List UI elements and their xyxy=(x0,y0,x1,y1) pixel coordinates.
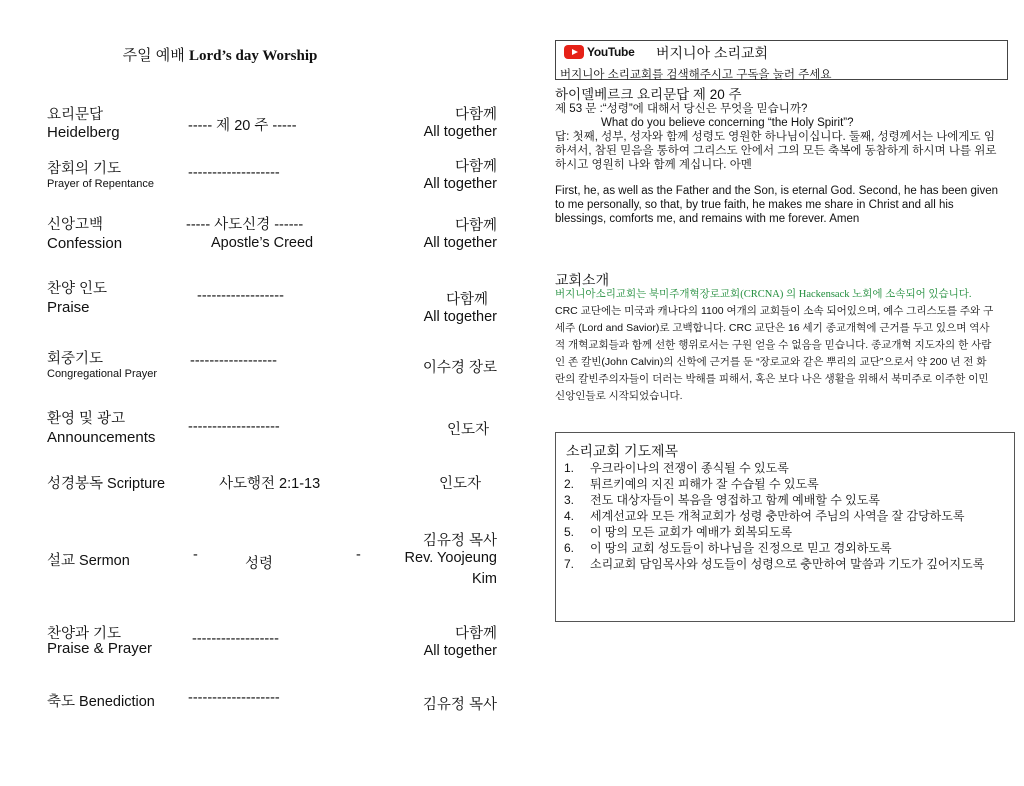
order-mid: ------------------- xyxy=(188,690,280,706)
order-leader: 인도자 xyxy=(446,422,489,438)
youtube-channel-name: 버지니아 소리교회 xyxy=(656,45,769,61)
list-number: 2. xyxy=(564,477,575,491)
prayer-list xyxy=(564,460,994,572)
order-mid: 성령 xyxy=(245,556,274,572)
order-leader: 김유정 목사 xyxy=(422,697,497,713)
order-leader: 인도자 xyxy=(438,476,481,492)
order-leader-en: All together xyxy=(423,235,497,251)
order-label-ko: 찬양과 기도 xyxy=(47,626,122,642)
list-number: 5. xyxy=(564,525,575,539)
answer-ko: 답: 첫째, 성부, 성자와 함께 성령도 영원한 하나님이십니다. 둘째, 성령께서는 나에게도 임하셔서, 참된 믿음을 통하여 그리스도 안에서 그의 모든 축복에 동참하게 하시며 나를 위로하시고 영원히 나와 함께 계십니다. 아멘 xyxy=(555,131,997,171)
order-label-ko: 축도 Benediction xyxy=(47,694,155,710)
list-number: 1. xyxy=(564,461,575,475)
order-label-ko: 신앙고백 xyxy=(47,217,104,233)
order-label-ko: 찬양 인도 xyxy=(47,281,108,297)
prayer-box xyxy=(555,432,1015,622)
order-mid: ------------------ xyxy=(197,288,284,304)
bulletin-title xyxy=(0,44,440,65)
order-leader: 이수경 장로 xyxy=(422,360,497,376)
order-label-ko: 요리문답 xyxy=(47,107,104,123)
order-label-en: Heidelberg xyxy=(47,124,120,141)
intro-denomination: 버지니아소리교회는 북미주개혁장로교회(CRCNA) 의 Hackensack 노회에 소속되어 있습니다. xyxy=(555,289,972,300)
order-label-en: Praise & Prayer xyxy=(47,640,153,657)
youtube-play-icon xyxy=(564,45,584,59)
order-leader-en: Rev. Yoojeung xyxy=(404,550,497,566)
intro-body: CRC 교단에는 미국과 캐나다의 1100 여개의 교회들이 소속 되어있으며, 예수 그리스도를 주와 구세주 (Lord and Savior)로 고백합니다. CRC 교단은 16 세기 종교개혁에 근거를 두고 있으며 역사적 개혁교회들과 함께 선한 행위로서는 구원 얻을 수 없음을 믿습니다. 종교개혁 지도자의 한 사람인 존 칼빈(John Calvin)의 신학에 근거를 둔 “장로교와 같은 뿌리의 교단”으로서 약 200 년 전 화란의 칼빈주의자들이 더러는 박해를 피해서, 혹은 보다 나은 생활을 위해서 북미주로 이주한 이민 신앙인들로 시작되었습니다. xyxy=(555,305,994,402)
order-leader-en: All together xyxy=(423,176,497,192)
intro-title: 교회소개 xyxy=(555,272,610,288)
order-label-ko: 회중기도 xyxy=(47,351,104,367)
order-leader-en-2: Kim xyxy=(472,571,497,587)
intro-paragraph xyxy=(555,286,995,405)
list-text: 세계선교와 모든 개척교회가 성령 충만하여 주님의 사역을 잘 감당하도록 xyxy=(590,509,965,523)
order-label-en: Praise xyxy=(47,299,90,316)
title-en: Lord’s day Worship xyxy=(188,48,318,64)
list-item xyxy=(564,460,994,476)
prayer-title: 소리교회 기도제목 xyxy=(566,443,679,459)
list-item xyxy=(564,556,994,572)
order-mid-en: Apostle’s Creed xyxy=(211,235,314,251)
order-label-ko: 설교 Sermon xyxy=(47,553,130,569)
list-number: 7. xyxy=(564,557,575,571)
order-label-en: Prayer of Repentance xyxy=(47,178,155,190)
order-label-en: Announcements xyxy=(47,429,156,446)
order-leader: 다함께 xyxy=(454,107,497,123)
list-text: 이 땅의 교회 성도들이 하나님을 진정으로 믿고 경외하도록 xyxy=(590,541,892,555)
order-mid: ----- 사도신경 ------ xyxy=(186,217,304,233)
list-item xyxy=(564,524,994,540)
list-number: 3. xyxy=(564,493,575,507)
list-text: 소리교회 담임목사와 성도들이 성령으로 충만하여 말씀과 기도가 깊어지도록 xyxy=(590,557,985,571)
youtube-box[interactable] xyxy=(555,40,1008,80)
order-leader: 다함께 xyxy=(454,218,497,234)
sermon-dash-left: - xyxy=(193,547,198,563)
list-item xyxy=(564,492,994,508)
list-text: 튀르키예의 지진 피해가 잘 수습될 수 있도록 xyxy=(590,477,819,491)
list-item xyxy=(564,508,994,524)
order-label-ko: 참회의 기도 xyxy=(47,161,122,177)
title-ko: 주일 예배 xyxy=(122,47,185,64)
list-item xyxy=(564,476,994,492)
youtube-subscribe-text: 버지니아 소리교회를 검색해주시고 구독을 눌러 주세요 xyxy=(560,69,832,81)
list-text: 전도 대상자들이 복음을 영접하고 함께 예배할 수 있도록 xyxy=(590,493,880,507)
list-number: 6. xyxy=(564,541,575,555)
order-mid: ------------------ xyxy=(190,353,277,369)
order-label-en: Congregational Prayer xyxy=(47,368,158,380)
question-ko: 제 53 문 :“성령”에 대해서 당신은 무엇을 믿습니까? xyxy=(555,103,808,115)
order-mid: ------------------ xyxy=(192,631,279,647)
order-mid: ----- 제 20 주 ----- xyxy=(188,118,297,134)
order-leader: 다함께 xyxy=(445,292,488,308)
order-leader-en: All together xyxy=(423,643,497,659)
order-mid: ------------------- xyxy=(188,165,280,181)
order-mid: 사도행전 2:1-13 xyxy=(219,476,321,492)
list-number: 4. xyxy=(564,509,575,523)
answer-en: First, he, as well as the Father and the Son, is eternal God. Second, he has been given to me personally, so that, by true faith, he makes me share in Christ and all his blessings, comforts me, and remains with me forever. Amen xyxy=(555,185,999,225)
question-en: What do you believe concerning “the Holy Spirit”? xyxy=(601,117,854,129)
order-leader: 다함께 xyxy=(454,159,497,175)
list-text: 이 땅의 모든 교회가 예배가 회복되도록 xyxy=(590,525,793,539)
list-item xyxy=(564,540,994,556)
youtube-logo[interactable] xyxy=(564,45,634,59)
order-mid: ------------------- xyxy=(188,419,280,435)
youtube-wordmark: YouTube xyxy=(587,45,635,59)
list-text: 우크라이나의 전쟁이 종식될 수 있도록 xyxy=(590,461,789,475)
order-leader: 다함께 xyxy=(454,626,497,642)
order-label-ko: 환영 및 광고 xyxy=(47,411,126,427)
sermon-dash-right: - xyxy=(356,547,361,563)
order-leader-en: All together xyxy=(423,124,497,140)
heidelberg-title: 하이델베르크 요리문답 제 20 주 xyxy=(555,87,742,102)
order-label-en: Confession xyxy=(47,235,123,252)
order-label-ko: 성경봉독 Scripture xyxy=(47,476,166,492)
order-leader: 김유정 목사 xyxy=(422,533,497,549)
order-leader-en: All together xyxy=(423,309,497,325)
